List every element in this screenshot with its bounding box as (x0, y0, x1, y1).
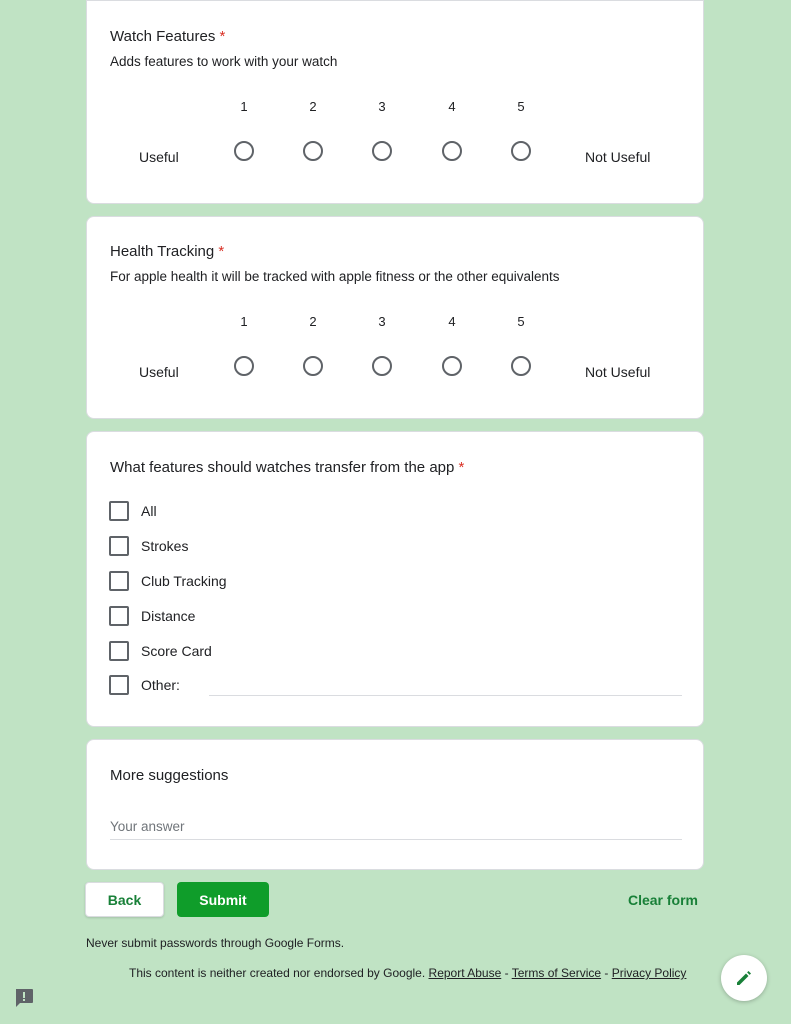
required-asterisk: * (219, 28, 226, 45)
scale-right-label: Not Useful (585, 364, 651, 380)
checkbox-label: Other: (141, 677, 180, 693)
radio-option-4[interactable] (442, 141, 462, 161)
question-card-features-transfer (86, 431, 704, 727)
question-description: Adds features to work with your watch (110, 54, 338, 69)
report-abuse-link[interactable]: Report Abuse (428, 966, 502, 980)
checkbox[interactable] (109, 606, 129, 626)
clear-form-button[interactable]: Clear form (627, 891, 699, 908)
radio-option-3[interactable] (372, 141, 392, 161)
back-button[interactable]: Back (85, 882, 164, 917)
checkbox[interactable] (109, 641, 129, 661)
question-title: More suggestions (110, 767, 229, 784)
feedback-icon[interactable] (13, 987, 35, 1009)
scale-number-2: 2 (309, 314, 317, 329)
question-card-watch-features (86, 0, 704, 204)
separator: - (501, 966, 512, 980)
checkbox-option-all[interactable] (109, 500, 157, 522)
radio-option-1[interactable] (234, 356, 254, 376)
suggestions-input[interactable] (110, 818, 682, 840)
checkbox-option-distance[interactable] (109, 605, 195, 627)
edit-fab-button[interactable] (721, 955, 767, 1001)
checkbox-label: Score Card (141, 643, 212, 659)
radio-option-2[interactable] (303, 141, 323, 161)
radio-option-3[interactable] (372, 356, 392, 376)
separator: - (601, 966, 612, 980)
checkbox[interactable] (109, 675, 129, 695)
question-title: Health Tracking * (110, 243, 225, 260)
other-text-input[interactable] (209, 695, 682, 696)
radio-option-2[interactable] (303, 356, 323, 376)
scale-right-label: Not Useful (585, 149, 651, 165)
scale-number-5: 5 (517, 314, 525, 329)
scale-number-4: 4 (448, 99, 456, 114)
checkbox-option-score-card[interactable] (109, 640, 212, 662)
checkbox-label: All (141, 503, 157, 519)
scale-number-1: 1 (240, 314, 248, 329)
required-asterisk: * (458, 459, 465, 476)
scale-left-label: Useful (139, 364, 179, 380)
radio-option-4[interactable] (442, 356, 462, 376)
scale-number-1: 1 (240, 99, 248, 114)
pencil-icon (734, 968, 754, 988)
question-card-health-tracking (86, 216, 704, 419)
checkbox[interactable] (109, 501, 129, 521)
question-card-more-suggestions (86, 739, 704, 870)
input-placeholder: Your answer (110, 819, 185, 834)
question-description: For apple health it will be tracked with apple fitness or the other equivalents (110, 269, 560, 284)
checkbox[interactable] (109, 571, 129, 591)
checkbox-label: Strokes (141, 538, 189, 554)
checkbox[interactable] (109, 536, 129, 556)
submit-button[interactable]: Submit (177, 882, 269, 917)
checkbox-label: Distance (141, 608, 196, 624)
scale-number-3: 3 (378, 99, 386, 114)
scale-left-label: Useful (139, 149, 179, 165)
privacy-policy-link[interactable]: Privacy Policy (611, 966, 687, 980)
radio-option-5[interactable] (511, 356, 531, 376)
checkbox-option-strokes[interactable] (109, 535, 188, 557)
radio-option-1[interactable] (234, 141, 254, 161)
question-title: What features should watches transfer from the app * (110, 459, 465, 476)
radio-option-5[interactable] (511, 141, 531, 161)
scale-number-4: 4 (448, 314, 456, 329)
terms-of-service-link[interactable]: Terms of Service (511, 966, 602, 980)
password-warning: Never submit passwords through Google Forms. (86, 936, 345, 950)
checkbox-option-club-tracking[interactable] (109, 570, 227, 592)
checkbox-label: Club Tracking (141, 573, 227, 589)
question-title: Watch Features * (110, 28, 226, 45)
scale-number-2: 2 (309, 99, 317, 114)
disclaimer-text: This content is neither created nor endorsed by Google. (129, 966, 426, 980)
required-asterisk: * (218, 243, 225, 260)
scale-number-5: 5 (517, 99, 525, 114)
scale-number-3: 3 (378, 314, 386, 329)
input-underline (110, 839, 682, 840)
footer-disclaimer-row (129, 966, 686, 980)
checkbox-option-other[interactable] (109, 674, 180, 696)
